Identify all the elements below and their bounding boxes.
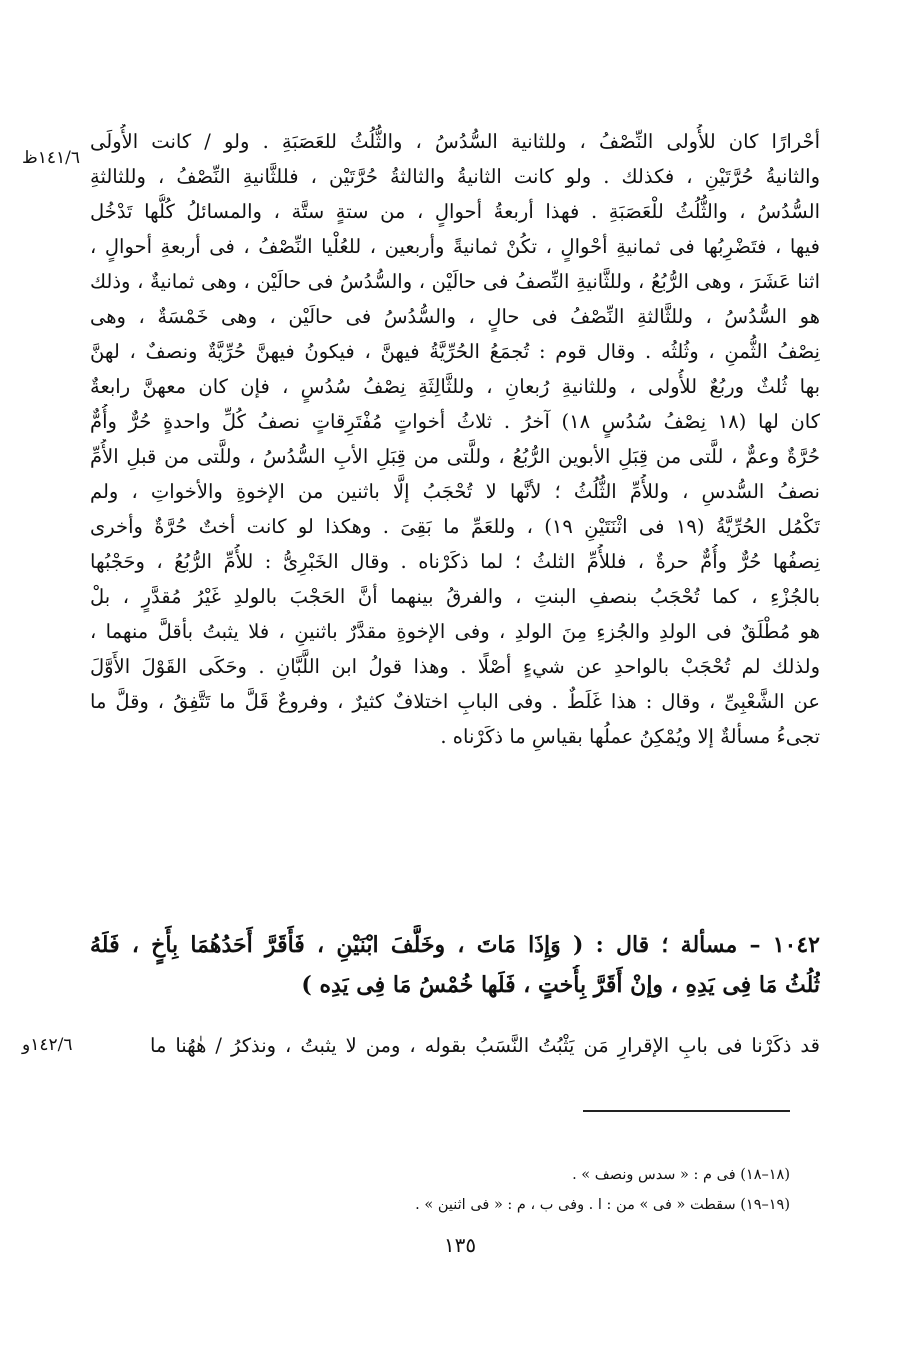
text-line: نِصفُها حُرٌّ وأُمٌّ حرةٌ ، فللأُمِّ الثلثُ ؛ لما ذكَرْناه . وقال الخَبْرِىُّ : للأُمِّ الرُّبُعُ ، وحَجْبُها [90, 550, 820, 573]
issue-heading [90, 925, 820, 1005]
text-line: أحْرارًا كان للأُولى النِّصْفُ ، وللثانية السُّدُسُ ، والثُّلُثُ للعَصَبَةِ . ولو / كانت الأُولَى [90, 130, 820, 153]
text-line: ولذلك لم تُحْجَبْ بالواحدِ عن شيءٍ أصْلًا . وهذا قولُ ابن اللَّبَّانِ . وحَكَى القَوْلَ الأَوَّلَ [90, 655, 820, 678]
footnote-divider [583, 1110, 790, 1112]
issue-line: ١٠٤٢ – مسألة ؛ قال : ( وَإِذَا مَاتَ ، وخَلَّفَ ابْنَيْنِ ، فَأَقَرَّ أَحَدُهُمَا بِأَخٍ ، فَلَهُ [90, 932, 820, 958]
text-line: نصفُ السُّدسِ ، وللأُمِّ الثُّلُثُ ؛ لأنَّها لا تُحْجَبُ إلَّا باثنين من الإخوةِ والأخواتِ ، ولم [90, 480, 820, 503]
text-line: والثانيةُ حُرَّتَيْنِ ، فكذلك . ولو كانت الثانيةُ والثالثةُ حُرَّتَيْن ، فللثَّانيةِ النِّصْفُ ، وللثالثةِ [90, 165, 820, 188]
text-line: كان لها (١٨ نِصْفُ سُدُسٍ ١٨) آخرُ . ثلاثُ أخواتٍ مُفْتَرِقاتٍ نصفُ كُلِّ واحدةٍ حُرٌّ وأُمٌّ [90, 410, 820, 433]
text-line: السُّدُسُ ، والثُّلُثُ للْعَصَبَةِ . فهذا أربعةُ أحوالٍ ، من ستةٍ ستَّة ، والمسائلُ كُلُّها تَدْخُل [90, 200, 820, 223]
text-line: بها ثُلثٌ وربُعٌ للأُولى ، وللثانيةِ رُبعانِ ، وللثَّالِثَةِ نِصْفُ سُدُسٍ ، فإن كان معهنَّ رابعةٌ [90, 375, 820, 398]
text-line: هو السُّدُسُ ، وللثَّالثةِ النِّصْفُ فى حالٍ ، والسُّدُسُ فى حالَيْن ، وهى خَمْسَةٌ ، وهى [90, 305, 820, 328]
footnotes [300, 1160, 790, 1220]
text-line: بالجُزْءِ ، كما تُحْجَبُ بنصفِ البنتِ ، والفرقُ بينهما أنَّ الحَجْبَ بالولدِ غَيْرُ مُقدَّرٍ ، بلْ [90, 585, 820, 608]
text-line: اثنا عَشَرَ ، وهى الرُّبُعُ ، وللثَّانيةِ النِّصفُ فى حالَيْن ، والسُّدُسُ فى حالَيْن ، وهى ثمانيةٌ ، وذلك [90, 270, 820, 293]
margin-reference: ١٤٢/٦و [22, 1035, 73, 1055]
text-line: فيها ، فتَضْرِبُها فى ثمانيةِ أحْوالٍ ، تكُنْ ثمانيةً وأربعين ، للعُلْيا النِّصْفُ ، فى أربعةِ أحوالٍ ، [90, 235, 820, 258]
text-line: هو مُطْلَقٌ فى الولدِ والجُزءِ مِنَ الولدِ ، وفى الإخوةِ مقدَّرٌ باثنينِ ، فلا يثبتُ بأقلَّ منهما ، [90, 620, 820, 643]
text-line: حُرَّةٌ وعمٌّ ، للَّتى من قِبَلِ الأبوين الرُّبُعُ ، وللَّتى من قِبَلِ الأبِ السُّدُسُ ، وللَّتى من قبلِ الأُمِّ [90, 445, 820, 468]
main-text-block [90, 124, 820, 754]
issue-line: ثُلُثُ مَا فِى يَدِهِ ، وإنْ أَقَرَّ بِأُختٍ ، فَلَها خُمْسُ مَا فِى يَدِه ) [301, 972, 820, 998]
commentary-paragraph [150, 1028, 820, 1063]
margin-reference: ١٤١/٦ظ [22, 148, 80, 168]
text-line: تَكْمُل الحُرِّيَّةُ (١٩ فى اثْنَتَيْنِ ١٩) ، وللعَمِّ ما بَقِىَ . وهكذا لو كانت أختٌ حُرَّةٌ وأخرى [90, 515, 820, 538]
text-line: تجىءُ مسألةٌ إلا ويُمْكِنُ عملُها بقياسِ ما ذكَرْناه . [440, 725, 820, 748]
text-line: عن الشَّعْبِىِّ ، وقال : هذا غَلَطٌ . وفى البابِ اختلافٌ كثيرٌ ، وفروعٌ قَلَّ ما تَتَّفِقُ ، وقلَّ ما [90, 690, 820, 713]
footnote: (١٩–١٩) سقطت « فى » من : ا . وفى ب ، م : « فى اثنين » . [415, 1197, 790, 1213]
text-line: قد ذكَرْنا فى بابِ الإقرارِ مَن يَثْبُتُ النَّسَبُ بقوله ، ومن لا يثبتُ ، ونذكرُ / هٰهُنا ما [150, 1034, 820, 1057]
text-line: نِصْفُ الثُّمنِ ، وثُلثُه . وقال قوم : تُجمَعُ الحُرِّيَّةُ فيهنَّ ، فيكونُ فيهنَّ حُرِّيَّةٌ ونصفٌ ، لهنَّ [90, 340, 820, 363]
page-number: ١٣٥ [443, 1233, 477, 1257]
footnote: (١٨–١٨) فى م : « سدس ونصف » . [572, 1167, 790, 1183]
